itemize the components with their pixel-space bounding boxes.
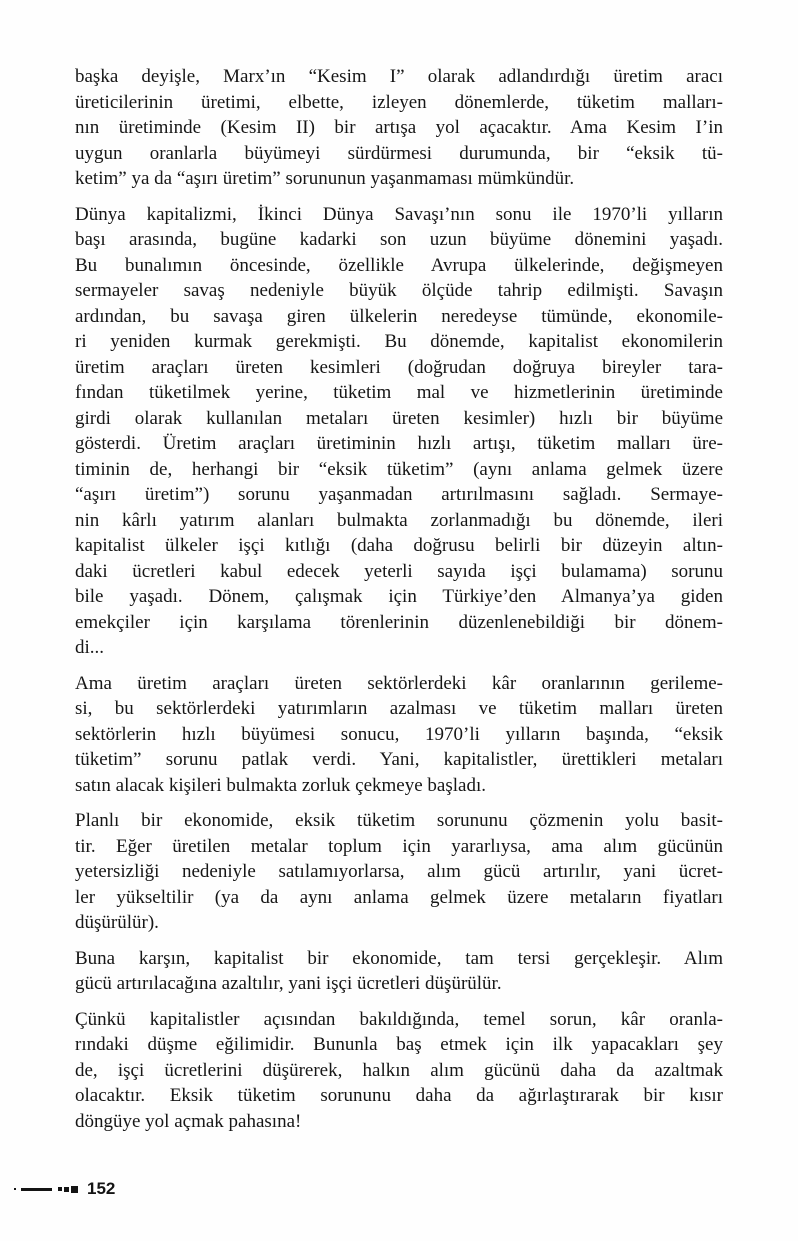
text-line: sermayeler savaş nedeniyle büyük ölçüde tahrip edilmişti. Savaşın: [75, 280, 723, 301]
text-line: ketim” ya da “aşırı üretim” sorununun yaşanmaması mümkündür.: [75, 168, 575, 189]
paragraph: [75, 1007, 723, 1135]
text-line: olacaktır. Eksik tüketim sorununu daha da ağırlaştırarak bir kısır: [75, 1085, 723, 1106]
text-line: ler yükseltilir (ya da aynı anlama gelmek üzere metaların fiyatları: [75, 886, 723, 908]
text-column: [75, 64, 723, 1144]
footer-square-icon: [58, 1187, 62, 1191]
text-line: ri yeniden kurmak gerekmişti. Bu dönemde, kapitalist ekonomilerin: [75, 331, 723, 352]
text-line: tüketim” sorunu patlak verdi. Yani, kapitalistler, ürettikleri metaları: [75, 749, 723, 770]
text-line: uygun oranlarla büyümeyi sürdürmesi durumunda, bir “eksik tü-: [75, 142, 723, 164]
text-line: gösterdi. Üretim araçları üretiminin hızlı artışı, tüketim malları üre-: [75, 433, 723, 454]
text-line: Ama üretim araçları üreten sektörlerdeki kâr oranlarının gerileme-: [75, 672, 723, 694]
text-line: rındaki düşme eğilimidir. Bununla baş etmek için ilk yapacakları şey: [75, 1034, 723, 1055]
text-line: döngüye yol açmak pahasına!: [75, 1110, 302, 1132]
text-line: emekçiler için karşılama törenlerinin düzenlenebildiği bir dönem-: [75, 611, 723, 633]
text-line: sektörlerin hızlı büyümesi sonucu, 1970’li yılların başında, “eksik: [75, 723, 723, 745]
text-line: düşürülür).: [75, 912, 159, 933]
text-line: üreticilerinin üretimi, elbette, izleyen dönemlerde, tüketim malları-: [75, 91, 723, 113]
text-line: ardından, bu savaşa giren ülkelerin neredeyse tümünde, ekonomile-: [75, 305, 723, 327]
text-line: de, işçi ücretlerini düşürerek, halkın alım gücünü daha da azaltmak: [75, 1059, 723, 1081]
text-line: kapitalist ülkeler işçi kıtlığı (daha doğrusu belirli bir düzeyin altın-: [75, 535, 723, 556]
text-line: üretim araçları üreten kesimleri (doğrudan doğruya bireyler tara-: [75, 356, 723, 378]
text-line: “aşırı üretim”) sorunu yaşanmadan artırılmasını sağladı. Sermaye-: [75, 484, 723, 505]
text-line: nın üretiminde (Kesim II) bir artışa yol açacaktır. Ama Kesim I’in: [75, 117, 723, 138]
footer-square-icon: [71, 1186, 78, 1193]
text-line: daki ücretleri kabul edecek yeterli sayıda işçi bulamama) sorunu: [75, 560, 723, 582]
text-line: di...: [75, 637, 105, 658]
text-line: Buna karşın, kapitalist bir ekonomide, tam tersi gerçekleşir. Alım: [75, 947, 723, 969]
text-line: tir. Eğer üretilen metalar toplum için yararlıysa, ama alım gücünün: [75, 835, 723, 857]
footer-square-icon: [64, 1187, 69, 1192]
text-line: gücü artırılacağına azaltılır, yani işçi ücretleri düşürülür.: [75, 973, 502, 994]
text-line: satın alacak kişileri bulmakta zorluk çekmeye başladı.: [75, 774, 486, 796]
text-line: Planlı bir ekonomide, eksik tüketim sorununu çözmenin yolu basit-: [75, 810, 723, 831]
paragraph: [75, 808, 723, 936]
paragraph: [75, 202, 723, 661]
text-line: fından tüketilmek yerine, tüketim mal ve hizmetlerinin üretiminde: [75, 382, 723, 403]
text-line: Çünkü kapitalistler açısından bakıldığında, temel sorun, kâr oranla-: [75, 1008, 723, 1030]
text-line: timinin de, herhangi bir “eksik tüketim” (aynı anlama gelmek üzere: [75, 458, 723, 480]
text-line: yetersizliği nedeniyle satılamıyorlarsa, alım gücü artırılır, yani ücret-: [75, 861, 723, 882]
text-line: girdi olarak kullanılan metaları üreten kesimler) hızlı bir büyüme: [75, 407, 723, 429]
footer-rule: [21, 1188, 52, 1191]
page-footer: [0, 1180, 115, 1198]
paragraph: [75, 946, 723, 997]
paragraph: [75, 64, 723, 192]
text-line: bile yaşadı. Dönem, çalışmak için Türkiye’den Almanya’ya giden: [75, 586, 723, 607]
text-line: Bu bunalımın öncesinde, özellikle Avrupa ülkelerinde, değişmeyen: [75, 254, 723, 276]
text-line: nin kârlı yatırım alanları bulmakta zorlanmadığı bu dönemde, ileri: [75, 509, 723, 531]
text-line: Dünya kapitalizmi, İkinci Dünya Savaşı’nın sonu ile 1970’li yılların: [75, 203, 723, 225]
text-line: si, bu sektörlerdeki yatırımların azalması ve tüketim malları üreten: [75, 698, 723, 719]
footer-dot: [14, 1188, 16, 1190]
text-line: başı arasında, bugüne kadarki son uzun büyüme dönemini yaşadı.: [75, 229, 723, 250]
page-number: 152: [87, 1179, 116, 1198]
paragraph: [75, 671, 723, 799]
text-line: başka deyişle, Marx’ın “Kesim I” olarak adlandırdığı üretim aracı: [75, 66, 723, 87]
